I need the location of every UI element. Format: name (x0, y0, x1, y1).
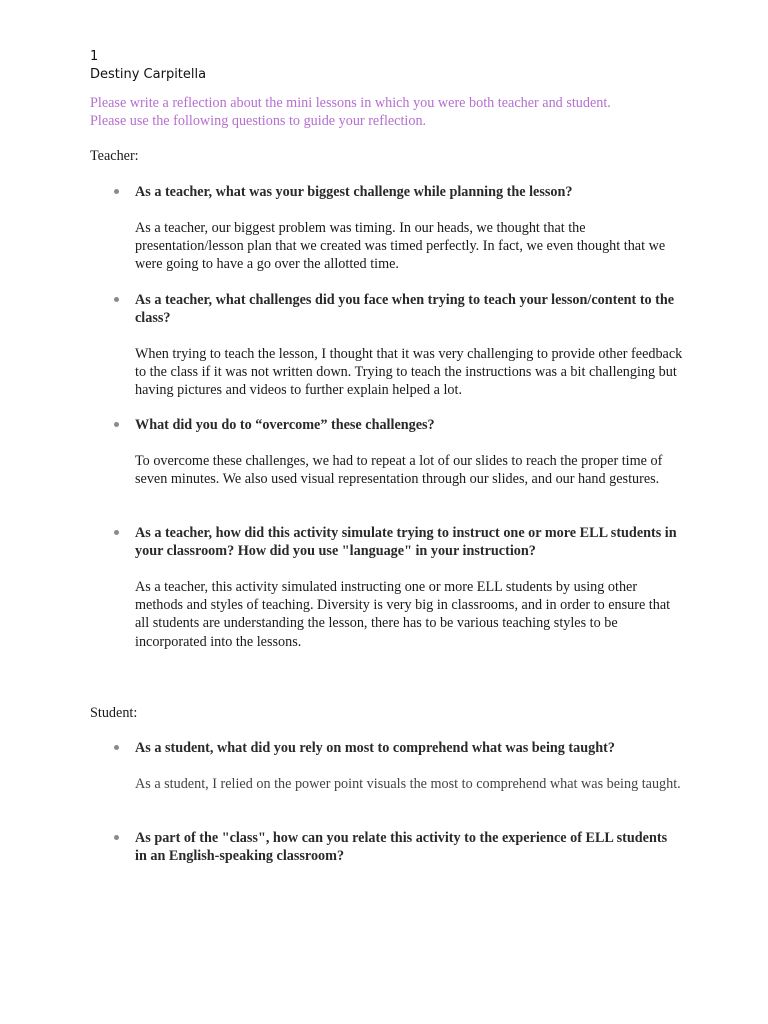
instructions (90, 94, 730, 130)
author-name: Destiny Carpitella (90, 67, 207, 82)
teacher-question-1: As a teacher, what was your biggest challenge while planning the lesson? (135, 184, 573, 200)
teacher-answer-3: To overcome these challenges, we had to repeat a lot of our slides to reach the proper time of seven minutes. We also used visual representation through our slides, and our hand gestures. (135, 453, 663, 488)
instructions-line-2: Please use the following questions to guide your reflection. (90, 113, 427, 129)
instructions-line-1: Please write a reflection about the mini lessons in which you were both teacher and student. (90, 95, 611, 111)
teacher-answer-4: As a teacher, this activity simulated instructing one or more ELL students by using other methods and styles of teaching. Diversity is very big in classrooms, and in order to ensure that all students are understanding the lesson, there has to be various teaching styles to be incorporated into the lessons. (135, 579, 671, 650)
teacher-question-3: What did you do to “overcome” these challenges? (135, 417, 435, 433)
bullet-icon (114, 422, 119, 427)
student-question-1: As a student, what did you rely on most to comprehend what was being taught? (135, 740, 615, 756)
teacher-answer-1: As a teacher, our biggest problem was timing. In our heads, we thought that the presentation/lesson plan that we created was timed perfectly. In fact, we even thought that we were going to have a go over the allotted time. (135, 220, 666, 273)
teacher-section-label: Teacher: (90, 148, 139, 164)
student-question-2: As part of the "class", how can you relate this activity to the experience of ELL students in an English-speaking classroom? (135, 830, 668, 864)
teacher-question-4: As a teacher, how did this activity simulate trying to instruct one or more ELL students in your classroom? How did you use "language" in your instruction? (135, 525, 677, 559)
teacher-answer-2: When trying to teach the lesson, I thought that it was very challenging to provide other feedback to the class if it was not written down. Trying to teach the instructions was a bit challenging but having pictures and videos to further explain helped a lot. (135, 346, 683, 399)
bullet-icon (114, 530, 119, 535)
bullet-icon (114, 189, 119, 194)
student-answer-1: As a student, I relied on the power point visuals the most to comprehend what was being taught. (135, 776, 681, 792)
teacher-question-2: As a teacher, what challenges did you face when trying to teach your lesson/content to the class? (135, 292, 675, 326)
bullet-icon (114, 745, 119, 750)
student-section-label: Student: (90, 705, 138, 721)
bullet-icon (114, 835, 119, 840)
bullet-icon (114, 297, 119, 302)
page-number: 1 (90, 49, 99, 64)
